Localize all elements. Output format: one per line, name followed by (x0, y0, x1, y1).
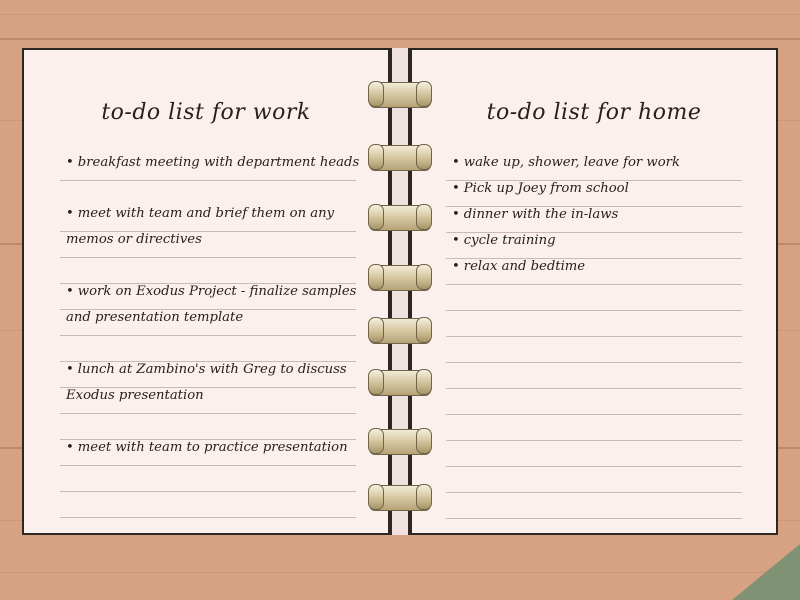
bullet-icon: • (452, 155, 460, 170)
right-page (410, 48, 778, 535)
binder-ring (369, 82, 431, 108)
bullet-icon: • (66, 206, 74, 221)
list-item-text: wake up, shower, leave for work (463, 155, 680, 170)
list-item-text: breakfast meeting with department heads (77, 155, 360, 170)
right-page-surface (412, 50, 776, 533)
binder-ring (369, 205, 431, 231)
list-item-text: relax and bedtime (463, 259, 586, 274)
bullet-icon: • (66, 284, 74, 299)
list-item (452, 234, 556, 249)
list-item-continuation: memos or directives (66, 232, 202, 247)
list-item-text: dinner with the in-laws (463, 207, 619, 222)
desk-grain-line (0, 572, 800, 573)
desk-plank-seam (0, 38, 800, 40)
bullet-icon: • (66, 440, 74, 455)
left-page-heading: to-do list for work (101, 100, 311, 125)
list-item-text: Pick up Joey from school (463, 181, 629, 196)
desk-grain-line (0, 14, 800, 15)
binder-ring (369, 265, 431, 291)
list-item (452, 182, 629, 197)
list-item (66, 156, 359, 171)
list-item-text: lunch at Zambino's with Greg to discuss (77, 362, 347, 377)
list-item-text: meet with team to practice presentation (77, 440, 348, 455)
binder-ring (369, 370, 431, 396)
list-item-text: meet with team and brief them on any (77, 206, 335, 221)
list-item-text: work on Exodus Project - finalize samples (77, 284, 357, 299)
list-item (66, 363, 347, 378)
list-item-continuation: Exodus presentation (66, 388, 204, 403)
binder-ring (369, 145, 431, 171)
binder-ring (369, 318, 431, 344)
left-page-surface (24, 50, 388, 533)
bullet-icon: • (452, 233, 460, 248)
bullet-icon: • (452, 259, 460, 274)
list-item (66, 441, 348, 456)
corner-accent (732, 544, 800, 600)
list-item (66, 207, 334, 222)
bullet-icon: • (66, 362, 74, 377)
list-item (66, 285, 356, 300)
left-page (22, 48, 390, 535)
binder-ring (369, 429, 431, 455)
list-item (452, 260, 585, 275)
binder-ring (369, 485, 431, 511)
right-page-heading: to-do list for home (486, 100, 702, 125)
list-item (452, 156, 680, 171)
bullet-icon: • (452, 207, 460, 222)
notebook-spine (390, 48, 410, 535)
list-item-continuation: and presentation template (66, 310, 244, 325)
bullet-icon: • (66, 155, 74, 170)
list-item (452, 208, 618, 223)
bullet-icon: • (452, 181, 460, 196)
open-notebook (22, 48, 778, 535)
list-item-text: cycle training (463, 233, 556, 248)
